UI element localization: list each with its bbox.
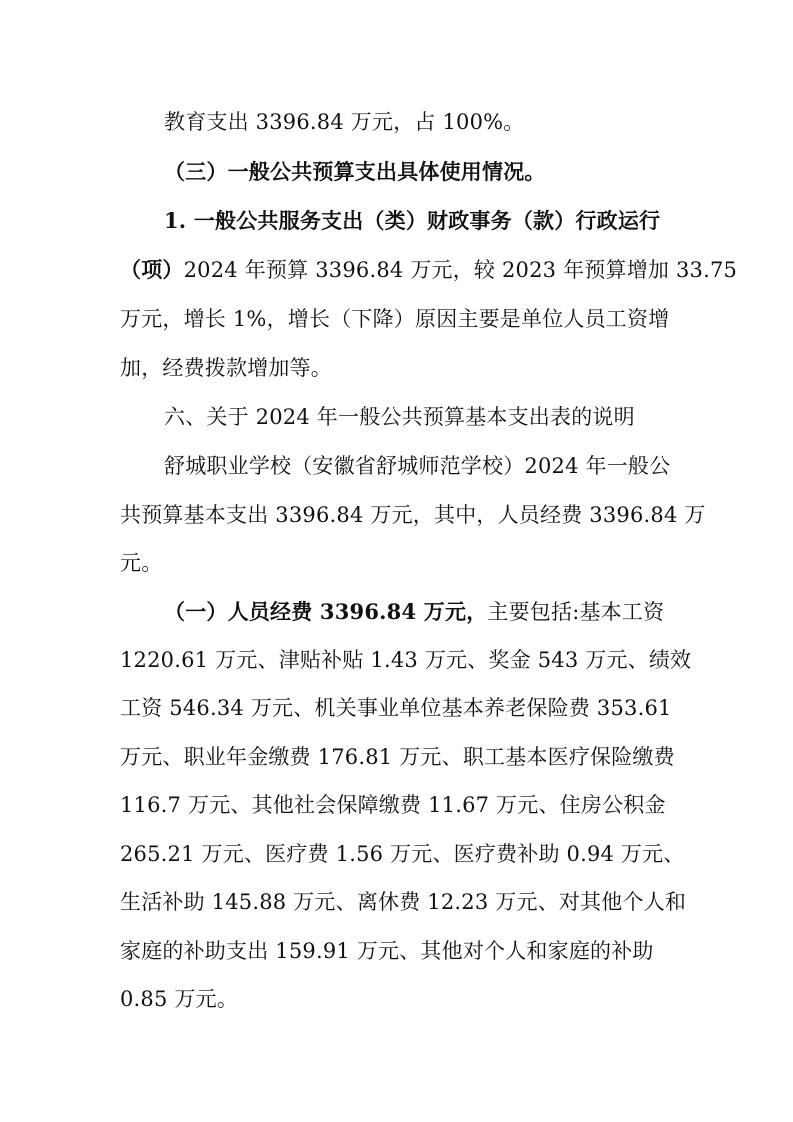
paragraph-line: 教育支出 3396.84 万元，占 100%。 xyxy=(164,110,525,134)
section-heading: 六、关于 2024 年一般公共预算基本支出表的说明 xyxy=(164,405,635,429)
paragraph-line: 116.7 万元、其他社会保障缴费 11.67 万元、住房公积金 xyxy=(120,793,666,817)
section-heading: （三）一般公共预算支出具体使用情况。 xyxy=(164,159,546,184)
paragraph-line: 万元、职业年金缴费 176.81 万元、职工基本医疗保险缴费 xyxy=(120,745,675,769)
paragraph-line xyxy=(120,256,737,284)
paragraph-line: 1220.61 万元、津贴补贴 1.43 万元、奖金 543 万元、绩效 xyxy=(120,648,692,672)
paragraph-line: 元。 xyxy=(120,551,163,575)
paragraph-line: 工资 546.34 万元、机关事业单位基本养老保险费 353.61 xyxy=(120,696,672,720)
paragraph-line: 家庭的补助支出 159.91 万元、其他对个人和家庭的补助 xyxy=(120,939,654,963)
paragraph-line: 共预算基本支出 3396.84 万元，其中，人员经费 3396.84 万 xyxy=(120,503,706,527)
paragraph-line: 265.21 万元、医疗费 1.56 万元、医疗费补助 0.94 万元、 xyxy=(120,842,685,866)
paragraph-text: 主要包括:基本工资 xyxy=(487,600,665,624)
paragraph-line xyxy=(164,598,664,626)
paragraph-line: 0.85 万元。 xyxy=(120,987,239,1011)
paragraph-line: 加，经费拨款增加等。 xyxy=(120,356,332,380)
subsection-heading: 1. 一般公共服务支出（类）财政事务（款）行政运行 xyxy=(164,208,661,233)
bold-lead: （一）人员经费 3396.84 万元， xyxy=(164,599,488,624)
paragraph-line: 生活补助 145.88 万元、离休费 12.23 万元、对其他个人和 xyxy=(120,890,687,914)
paragraph-line: 万元，增长 1%，增长（下降）原因主要是单位人员工资增 xyxy=(120,307,670,331)
paragraph-text: 2024 年预算 3396.84 万元，较 2023 年预算增加 33.75 xyxy=(183,258,738,282)
paragraph-line: 舒城职业学校（安徽省舒城师范学校）2024 年一般公 xyxy=(164,454,671,478)
bold-lead: （项） xyxy=(120,257,184,282)
